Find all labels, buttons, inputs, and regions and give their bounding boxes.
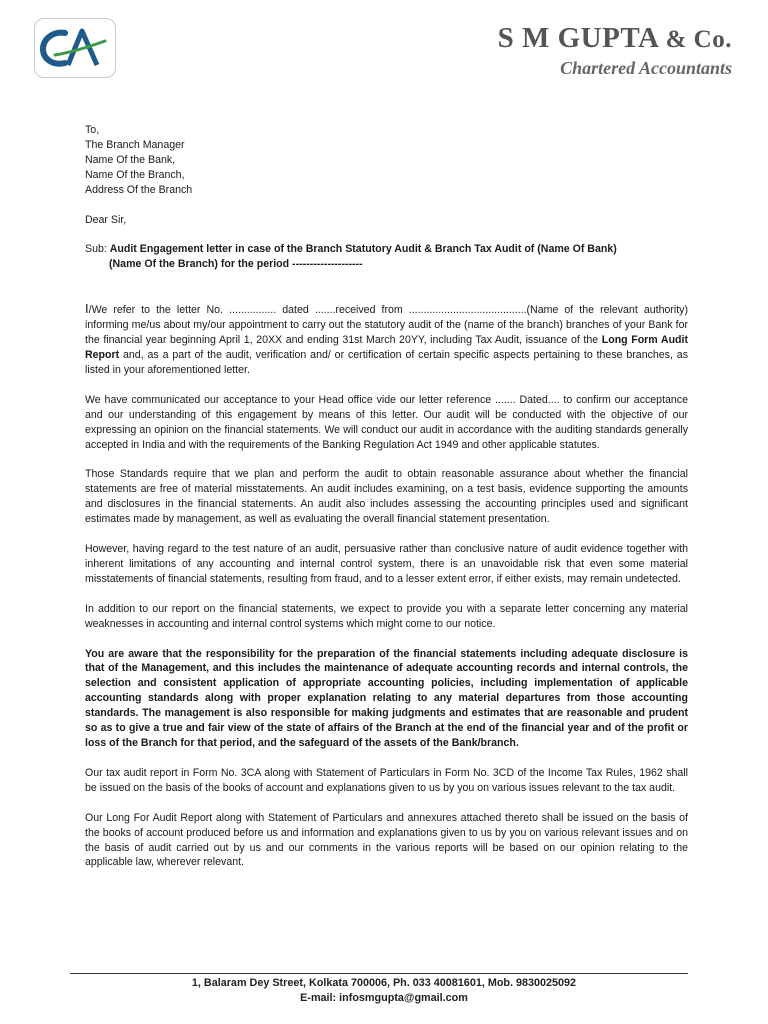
paragraph-text: /We refer to the letter No. ................ dated .......received from ........................................(Name of the relevant authority) informing me/us about my/our appointment to carry out the statutory audit of the (name of the branch) branches of your Bank for the financial year beginning April 1, 20XX and ending 31st March 20YY, including Tax Audit, issuance of the bbox=[85, 304, 688, 347]
firm-name-text: S M GUPTA bbox=[497, 22, 658, 54]
paragraph-emphasis: Long Form Audit Report bbox=[85, 334, 688, 361]
paragraph-tax-audit: Our tax audit report in Form No. 3CA along with Statement of Particulars in Form No. 3CD of the Income Tax Rules, 1962 shall be issued on the basis of the books of account and explanations given to us by you on various issues relevant to the tax audit. bbox=[85, 766, 688, 794]
address-line: Name Of the Bank, bbox=[85, 153, 176, 166]
footer-email: E-mail: infosmgupta@gmail.com bbox=[300, 992, 468, 1004]
paragraph-limitations: However, having regard to the test nature of an audit, persuasive rather than conclusive nature of audit evidence together with inherent limitations of any accounting and internal control system, there is an unavoidable risk that even some material misstatements of financial statements, resulting from fraud, and to a lesser extent error, if either exists, may remain undetected. bbox=[85, 543, 688, 585]
paragraph-acceptance: We have communicated our acceptance to your Head office vide our letter reference ....... Dated.... to confirm our acceptance and our understanding of this engagement by means of this letter. Our audit will be conducted with the objective of our expressing an opinion on the financial statements. We will conduct our audit in accordance with the auditing standards generally accepted in India and with the requirements of the Banking Regulation Act 1949 and other applicable statutes. bbox=[85, 393, 688, 451]
ca-logo-icon bbox=[35, 19, 115, 77]
paragraph-standards: Those Standards require that we plan and perform the audit to obtain reasonable assurance about whether the financial statements are free of material misstatements. An audit includes examining, on a test basis, evidence supporting the amounts and disclosures in the financial statements. An audit also includes assessing the accounting principles used and significant estimates made by management, as well as evaluating the overall financial statement presentation. bbox=[85, 468, 688, 526]
firm-subtitle: Chartered Accountants bbox=[560, 58, 732, 78]
subject-text-continued: (Name Of the Branch) for the period -------------------- bbox=[109, 258, 363, 271]
address-block bbox=[85, 123, 688, 198]
footer-address: 1, Balaram Dey Street, Kolkata 700006, Ph. 033 40081601, Mob. 9830025092 bbox=[191, 977, 577, 989]
paragraph-weaknesses: In addition to our report on the financial statements, we expect to provide you with a separate letter concerning any material weaknesses in accounting and internal control systems which might come to our notice. bbox=[85, 602, 688, 630]
salutation: Dear Sir, bbox=[85, 213, 127, 226]
firm-logo bbox=[34, 18, 116, 78]
paragraph-appointment bbox=[85, 302, 688, 378]
paragraph-initial: I bbox=[85, 301, 89, 317]
address-line: To, bbox=[85, 124, 100, 136]
subject-prefix: Sub: bbox=[85, 243, 110, 256]
firm-name-amp: & Co. bbox=[665, 26, 732, 53]
address-line: The Branch Manager bbox=[85, 138, 185, 151]
footer-divider bbox=[70, 973, 688, 974]
subject-text: Audit Engagement letter in case of the Branch Statutory Audit & Branch Tax Audit of (Name Of Bank) bbox=[109, 243, 617, 256]
subject-line bbox=[85, 242, 688, 272]
paragraph-responsibility: You are aware that the responsibility for the preparation of the financial statements including adequate disclosure is that of the Management, and this includes the maintenance of adequate accounting records and internal controls, the selection and consistent application of appropriate accounting policies, including implementation of applicable accounting standards along with proper explanation relating to any material departures from those accounting standards. The management is also responsible for making judgments and estimates that are reasonable and prudent so as to give a true and fair view of the state of affairs of the Branch at the end of the financial year and of the profit or loss of the Branch for that period, and the safeguard of the assets of the Bank/branch. bbox=[85, 647, 688, 749]
firm-name bbox=[498, 22, 732, 55]
address-line: Name Of the Branch, bbox=[85, 168, 185, 181]
paragraph-text: and, as a part of the audit, verification and/ or certification of certain specific aspects pertaining to these branches, as listed in your aforementioned letter. bbox=[85, 348, 688, 376]
letter-body bbox=[85, 123, 688, 870]
address-line: Address Of the Branch bbox=[85, 183, 193, 196]
paragraph-long-form: Our Long For Audit Report along with Statement of Particulars and annexures attached thereto shall be issued on the basis of the books of account produced before us and information and explanations given to us by you on various relevant issues and on the basis of audit carried out by us and our comments in the various reports will be based on our opinion relating to the applicable law, wherever relevant. bbox=[85, 811, 688, 869]
